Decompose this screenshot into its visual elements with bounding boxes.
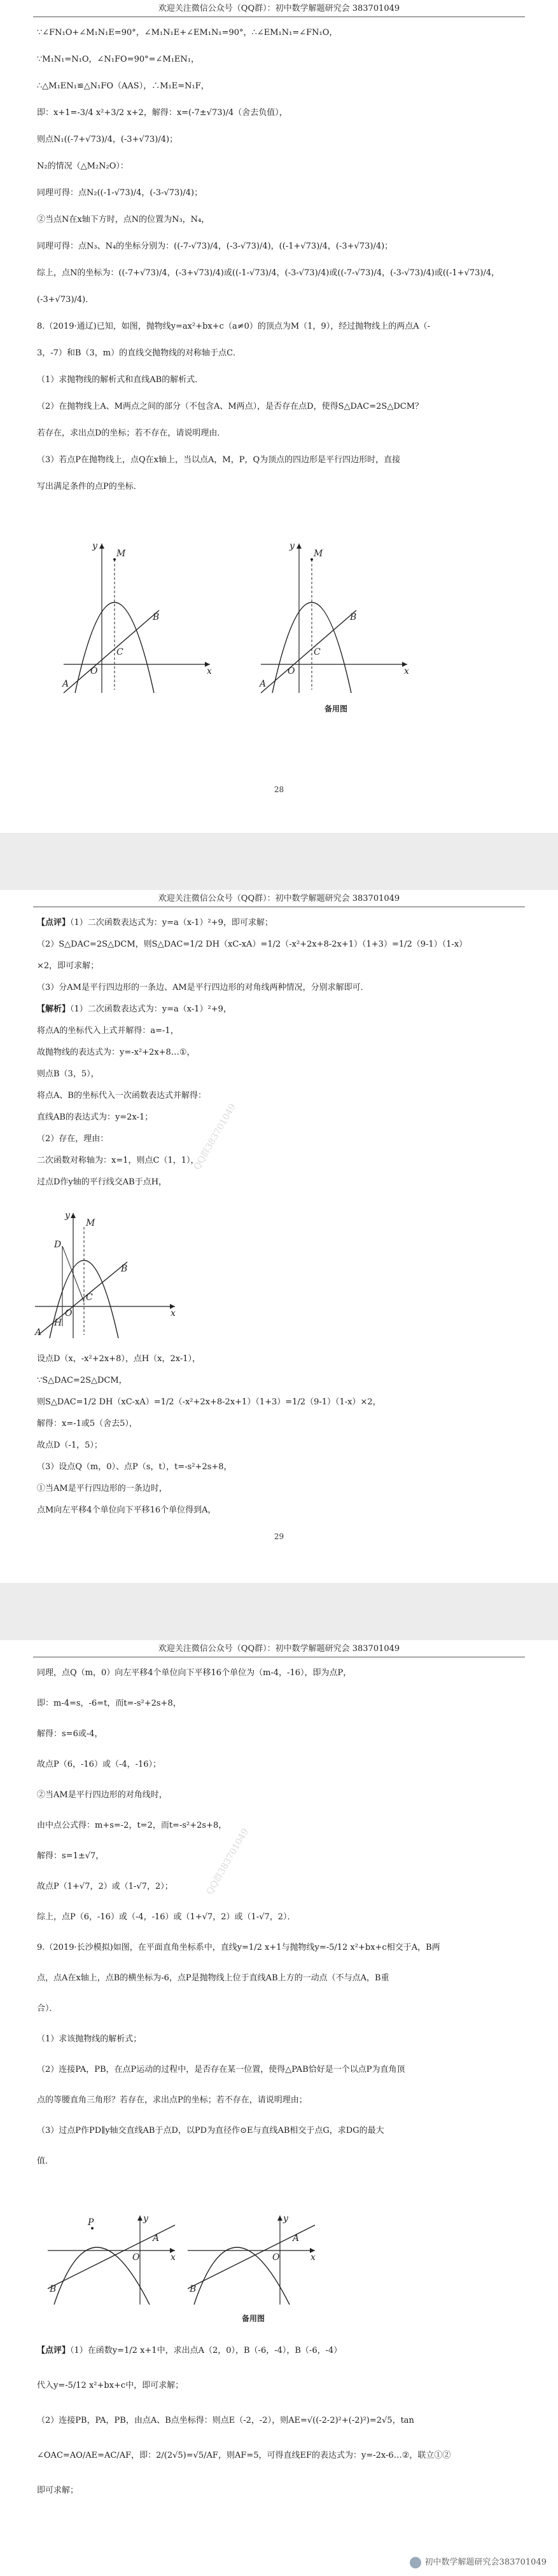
parabola-figure-spare bbox=[248, 537, 414, 696]
svg-text:H: H bbox=[54, 1318, 62, 1328]
parabola-line-figure-spare bbox=[185, 2212, 318, 2308]
text-line: 点，点A在x轴上，点B的横坐标为-6，点P是抛物线上位于直线AB上方的一动点（不与点A，B重 bbox=[37, 1973, 389, 1983]
text-line: 合）． bbox=[37, 2004, 58, 2013]
text-line: 8.（2019·通辽)已知，如图，抛物线y=ax²+bx+c（a≠0）的顶点为M（1，9），经过抛物线上的两点A（- bbox=[37, 322, 430, 331]
svg-text:O: O bbox=[288, 666, 295, 676]
text-line: 故抛物线的表达式为：y=-x²+2x+8…①， bbox=[37, 1048, 195, 1057]
section-label: 【点评】 bbox=[37, 918, 71, 928]
qq-watermark: QQ群383701049 bbox=[204, 1826, 251, 1897]
page-29 bbox=[0, 890, 558, 1583]
text-line: 将点A、B的坐标代入一次函数表达式并解得： bbox=[37, 1091, 206, 1100]
text-line: ②当点N在x轴下方时，点N的位置为N₃，N₄， bbox=[37, 215, 210, 224]
text-line: （1）求该抛物线的解析式； bbox=[37, 2034, 142, 2044]
text-line: （2）连接PB，PA，PB，由点A、B点坐标得：则点E（-2，-2），则AE=√((-2-2)²+(-2)²)=2√5，tan bbox=[37, 2416, 414, 2425]
text-line: 同理，点Q（m，0）向左平移4个单位向下平移16个单位为（m-4，-16），即为点P， bbox=[37, 1668, 352, 1678]
text-line: 即：m-4=s，-6=t，而t=-s²+2s+8， bbox=[37, 1699, 181, 1708]
text-line: （2）连接PA，PB，在点P运动的过程中，是否存在某一位置，使得△PAB恰好是一个以点P为直角顶 bbox=[37, 2065, 405, 2074]
svg-text:P: P bbox=[88, 2217, 94, 2228]
svg-text:O: O bbox=[132, 2252, 140, 2263]
text-line: 综上，点N的坐标为：((-7+√73)/4，(-3+√73)/4)或((-1-√73)/4，(-3-√73)/4)或((-7-√73)/4，(-3-√73)/4)或((-1+√73)/4， bbox=[37, 268, 500, 278]
svg-text:A: A bbox=[260, 679, 267, 689]
text-line: ×2，即可求解； bbox=[37, 961, 99, 971]
page-header: 欢迎关注微信公众号（QQ群）：初中数学解题研究会 383701049 bbox=[158, 4, 400, 13]
svg-text:A: A bbox=[153, 2233, 160, 2244]
text-line: 则点B（3，5）， bbox=[37, 1069, 99, 1079]
text-line: （2）存在，理由： bbox=[37, 1134, 109, 1144]
text-line: 过点D作y轴的平行线交AB于点H， bbox=[37, 1177, 167, 1187]
text-line: N₂的情况（△M₂N₂O）： bbox=[37, 161, 129, 171]
svg-text:B: B bbox=[50, 2284, 57, 2294]
svg-text:A: A bbox=[35, 1327, 42, 1338]
text-line: ∵M₁N₁=N₁O，∠N₁FO=90°=∠M₁EN₁， bbox=[37, 55, 199, 64]
text-line: ②当AM是平行四边形的对角线时， bbox=[37, 1790, 167, 1800]
text-line: （3）设点Q（m，0）、点P（s，t），t=-s²+2s+8， bbox=[37, 1462, 232, 1472]
text-line: 同理可得：点N₃、N₄的坐标分别为：((-7-√73)/4，(-3-√73)/4)，((-1+√73)/4，(-3+√73)/4)； bbox=[37, 242, 393, 251]
text-line bbox=[37, 1004, 527, 1015]
text-line: 3，-7）和B（3，m）的直线交抛物线的对称轴于点C． bbox=[37, 348, 242, 358]
text-line: 9.（2019·长沙模拟)如图，在平面直角坐标系中，直线y=1/2 x+1与抛物线y=-5/12 x²+bx+c相交于A，B两 bbox=[37, 1943, 440, 1952]
line-text: （1）二次函数表达式为：y=a（x-1）²+9， bbox=[70, 1004, 232, 1014]
svg-text:y: y bbox=[92, 541, 97, 551]
text-line bbox=[37, 918, 527, 928]
svg-text:x: x bbox=[207, 666, 212, 676]
text-line: （3）分AM是平行四边形的一条边、AM是平行四边形的对角线两种情况，分别求解即可． bbox=[37, 983, 369, 992]
parabola-solution-figure bbox=[25, 1208, 178, 1341]
text-line: 解得：s=6或-4， bbox=[37, 1729, 103, 1739]
svg-text:O: O bbox=[65, 1308, 73, 1319]
svg-text:y: y bbox=[283, 2214, 288, 2224]
page-number: 29 bbox=[274, 1532, 284, 1541]
svg-text:C: C bbox=[314, 647, 321, 657]
page-28 bbox=[0, 0, 558, 833]
text-line: 二次函数对称轴为：x=1，则点C（1，1）， bbox=[37, 1156, 199, 1165]
text-line: 将点A的坐标代入上式并解得：a=-1， bbox=[37, 1026, 179, 1036]
svg-text:x: x bbox=[404, 666, 409, 676]
svg-text:y: y bbox=[65, 1210, 70, 1221]
svg-text:O: O bbox=[90, 666, 98, 676]
svg-text:x: x bbox=[310, 2252, 316, 2263]
text-line: ∴△M₁EN₁≌△N₁FO（AAS），∴M₁E=N₁F， bbox=[37, 81, 209, 91]
svg-text:B: B bbox=[121, 1264, 128, 1274]
line-text: （1）在函数y=1/2 x+1中，求出点A（2，0），B（-6，-4），B（-6，-4） bbox=[70, 2346, 342, 2355]
svg-text:C: C bbox=[86, 1292, 93, 1303]
wechat-logo-icon bbox=[410, 2557, 421, 2568]
svg-text:B: B bbox=[153, 612, 160, 622]
qq-watermark: QQ群383701049 bbox=[192, 1102, 239, 1172]
svg-text:M: M bbox=[314, 549, 323, 559]
svg-text:C: C bbox=[116, 647, 123, 657]
text-line: 故点P（1+√7，2）或（1-√7，2）； bbox=[37, 1882, 173, 1891]
text-line: 代入y=-5/12 x²+bx+c中，即可求解； bbox=[37, 2381, 184, 2390]
svg-text:x: x bbox=[171, 2252, 176, 2263]
svg-text:A: A bbox=[62, 679, 69, 689]
text-line: 综上，点P（6，-16）或（-4，-16）或（1+√7，2）或（1-√7，2）． bbox=[37, 1912, 296, 1922]
section-label: 【点评】 bbox=[37, 2346, 71, 2355]
text-line: ∠OAC=AO/AE=AC/AF，即：2/(2√5)=√5/AF，则AF=5，可得直线EF的表达式为：y=-2x-6…②，联立①② bbox=[37, 2451, 451, 2460]
text-line: 直线AB的表达式为：y=2x-1； bbox=[37, 1113, 153, 1122]
svg-text:B: B bbox=[350, 612, 357, 622]
text-line: 故点D（-1，5）； bbox=[37, 1441, 102, 1450]
text-line: ∵∠FN₁O+∠M₁N₁E=90°，∠M₁N₁E+∠EM₁N₁=90°，∴∠EM₁N₁=∠FN₁O， bbox=[37, 28, 338, 38]
text-line: （3）过点P作PD∥y轴交直线AB于点D，以PD为直径作⊙E与直线AB相交于点G，求DG的最大 bbox=[37, 2126, 384, 2135]
text-line: 同理可得：点N₂((-1-√73)/4，(-3-√73)/4)； bbox=[37, 188, 203, 198]
line-text: （1）二次函数表达式为：y=a（x-1）²+9，即可求解； bbox=[70, 918, 273, 928]
text-line: (-3+√73)/4)． bbox=[37, 295, 94, 305]
text-line: 写出满足条件的点P的坐标． bbox=[37, 482, 142, 491]
text-line: （1）求抛物线的解析式和直线AB的解析式． bbox=[37, 375, 204, 385]
text-line: 解得：x=-1或5（舍去5）， bbox=[37, 1419, 137, 1428]
text-line: （2）在抛物线上A、M两点之间的部分（不包含A、M两点），是否存在点D，使得S△DAC=2S△DCM？ bbox=[37, 402, 424, 411]
text-line: 则S△DAC=1/2 DH（xC-xA）=1/2（-x²+2x+8-2x+1）（1+3）=1/2（9-1）（1-x）×2， bbox=[37, 1397, 381, 1407]
section-label: 【解析】 bbox=[37, 1004, 71, 1014]
page-header: 欢迎关注微信公众号（QQ群）：初中数学解题研究会 383701049 bbox=[158, 894, 400, 903]
svg-text:y: y bbox=[143, 2214, 148, 2224]
text-line: 设点D（x，-x²+2x+8），点H（x，2x-1）， bbox=[37, 1354, 201, 1364]
text-line: ①当AM是平行四边形的一条边时， bbox=[37, 1484, 167, 1493]
text-line: 值． bbox=[37, 2156, 54, 2166]
text-line: ∵S△DAC=2S△DCM， bbox=[37, 1376, 127, 1385]
text-line: 即可求解； bbox=[37, 2486, 79, 2495]
svg-text:D: D bbox=[54, 1240, 62, 1250]
text-line: 解得：s=1±√7， bbox=[37, 1851, 104, 1861]
svg-text:A: A bbox=[293, 2233, 300, 2244]
page-separator bbox=[0, 833, 558, 890]
text-line: 则点N₁((-7+√73)/4，(-3+√73)/4)； bbox=[37, 135, 178, 144]
page-header: 欢迎关注微信公众号（QQ群）：初中数学解题研究会 383701049 bbox=[158, 1644, 400, 1654]
svg-text:y: y bbox=[289, 541, 295, 551]
text-line: （2）S△DAC=2S△DCM，则S△DAC=1/2 DH（xC-xA）=1/2（-x²+2x+8-2x+1）（1+3）=1/2（9-1）（1-x） bbox=[37, 940, 468, 949]
page-30 bbox=[0, 1640, 558, 2576]
page-number: 28 bbox=[274, 785, 284, 794]
text-line bbox=[37, 2346, 527, 2356]
parabola-figure-main bbox=[51, 537, 216, 696]
svg-text:x: x bbox=[171, 1308, 176, 1319]
figure-caption: 备用图 bbox=[242, 2314, 265, 2323]
page-separator bbox=[0, 1583, 558, 1640]
text-line: 点M向左平移4个单位向下平移16个单位得到A， bbox=[37, 1505, 216, 1515]
text-line: 由中点公式得：m+s=-2，t=2，而t=-s²+2s+8， bbox=[37, 1821, 227, 1830]
footer-text: 初中数学解题研究会383701049 bbox=[424, 2557, 547, 2567]
text-line: 故点P（6，-16）或（-4，-16）； bbox=[37, 1760, 162, 1769]
svg-text:B: B bbox=[190, 2284, 197, 2294]
text-line: 点的等腰直角三角形？若存在，求出点P的坐标；若不存在，请说明理由； bbox=[37, 2095, 307, 2105]
figure-caption: 备用图 bbox=[324, 704, 348, 713]
svg-text:M: M bbox=[86, 1218, 95, 1228]
wechat-footer bbox=[410, 2557, 547, 2568]
svg-text:M: M bbox=[116, 549, 126, 559]
svg-text:O: O bbox=[272, 2252, 280, 2263]
text-line: 即：x+1=-3/4 x²+3/2 x+2，解得：x=(-7±√73)/4（舍去负值）， bbox=[37, 108, 288, 118]
text-line: 若存在，求出点D的坐标；若不存在，请说明理由． bbox=[37, 428, 226, 438]
parabola-line-figure-main bbox=[45, 2212, 178, 2308]
text-line: （3）若点P在抛物线上，点Q在x轴上，当以点A，M，P，Q为顶点的四边形是平行四边形时，直接 bbox=[37, 455, 401, 465]
